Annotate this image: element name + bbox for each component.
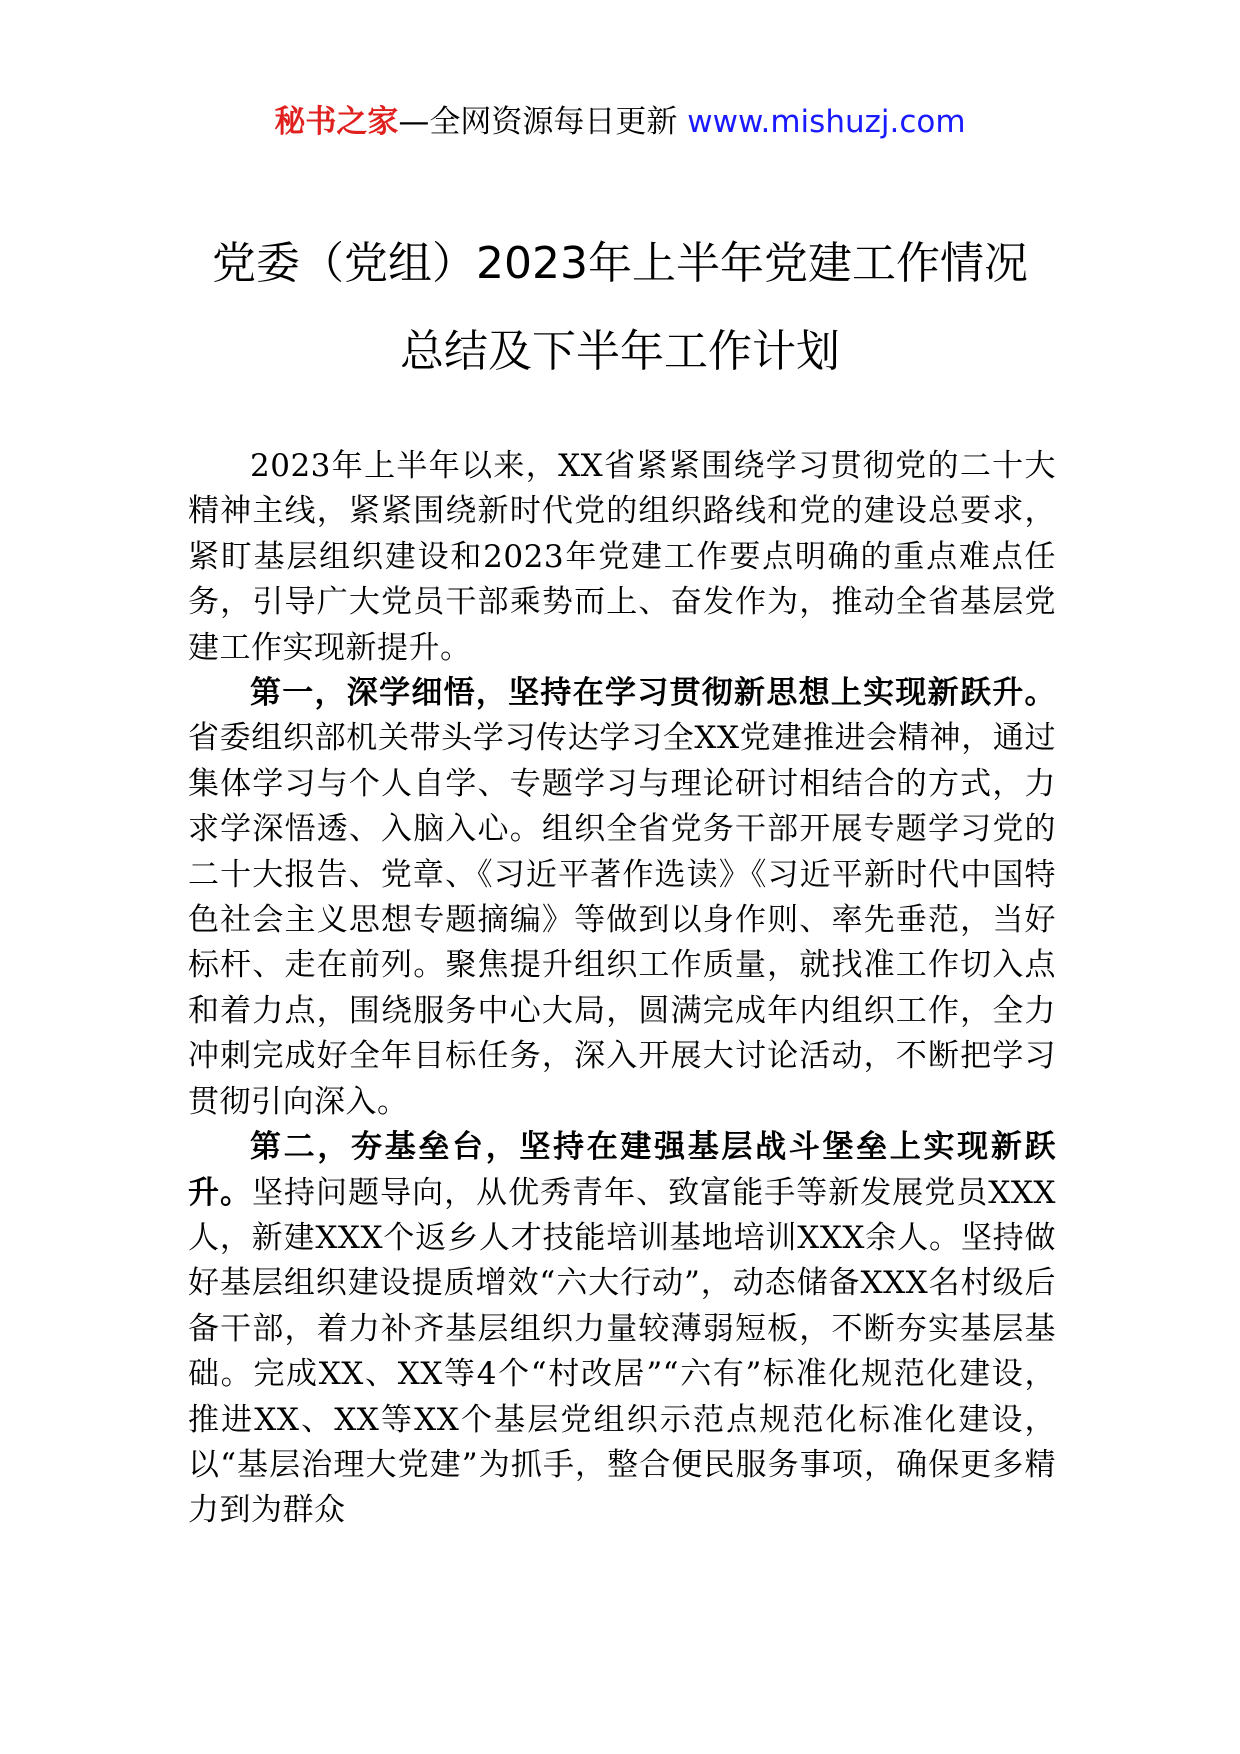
site-header [0,102,1240,142]
paragraph-lead: 第二，夯基垒台，坚持在建强基层战斗堡垒上实现新跃升。 [188,1129,1056,1211]
header-slogan: —全网资源每日更新 [398,104,688,140]
paragraph-intro [188,444,1056,671]
paragraph-lead: 第一，深学细悟，坚持在学习贯彻新思想上实现新跃升。 [250,675,1056,712]
paragraph-text: 2023年上半年以来，XX省紧紧围绕学习贯彻党的二十大精神主线，紧紧围绕新时代党的组织路线和党的建设总要求，紧盯基层组织建设和2023年党建工作要点明确的重点难点任务，引导广大党员干部乘势而上、奋发作为，推动全省基层党建工作实现新提升。 [188,448,1056,666]
brand-name: 秘书之家 [274,104,399,140]
document-body [188,444,1056,1534]
paragraph-section-2 [188,1125,1056,1534]
paragraph-section-1 [188,671,1056,1125]
site-url-link[interactable]: www.mishuzj.com [687,104,966,140]
paragraph-text: 省委组织部机关带头学习传达学习全XX党建推进会精神，通过集体学习与个人自学、专题学习与理论研讨相结合的方式，力求学深悟透、入脑入心。组织全省党务干部开展专题学习党的二十大报告、党章、《习近平著作选读》《习近平新时代中国特色社会主义思想专题摘编》等做到以身作则、率先垂范，当好标杆、走在前列。聚焦提升组织工作质量，就找准工作切入点和着力点，围绕服务中心大局，圆满完成年内组织工作，全力冲刺完成好全年目标任务，深入开展大讨论活动，不断把学习贯彻引向深入。 [188,720,1056,1120]
document-title-line-1: 党委（党组）2023年上半年党建工作情况 [212,238,1028,289]
document-title-line-2: 总结及下半年工作计划 [400,326,840,377]
paragraph-text: 坚持问题导向，从优秀青年、致富能手等新发展党员XXX人，新建XXX个返乡人才技能培训基地培训XXX余人。坚持做好基层组织建设提质增效“六大行动”，动态储备XXX名村级后备干部，着力补齐基层组织力量较薄弱短板，不断夯实基层基础。完成XX、XX等4个“村改居”“六有”标准化规范化建设，推进XX、XX等XX个基层党组织示范点规范化标准化建设，以“基层治理大党建”为抓手，整合便民服务事项，确保更多精力到为群众 [188,1174,1056,1529]
